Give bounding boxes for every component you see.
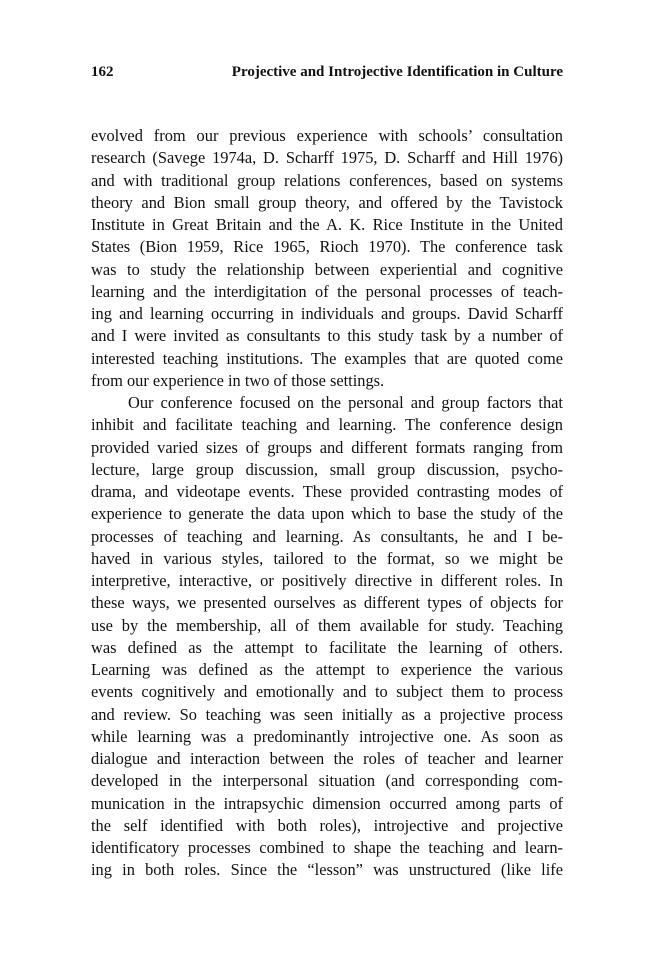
text-line: drama, and videotape events. These provided contrasting modes of bbox=[91, 482, 563, 501]
text-line: States (Bion 1959, Rice 1965, Rioch 1970). The conference task bbox=[91, 237, 563, 257]
text-line: and with traditional group relations conferences, based on systems bbox=[91, 170, 563, 190]
text-line: dialogue and interaction between the roles of teacher and learner bbox=[91, 749, 563, 768]
text-line: and review. So teaching was seen initially as a projective process bbox=[91, 704, 563, 724]
text-line: was to study the relationship between experiential and cognitive bbox=[91, 259, 563, 279]
paragraph-first-line: Our conference focused on the personal and group factors that bbox=[128, 393, 563, 412]
text-line: while learning was a predominantly introjective one. As soon as bbox=[91, 726, 563, 746]
text-line: inhibit and facilitate teaching and learning. The conference design bbox=[91, 415, 563, 435]
text-line: lecture, large group discussion, small group discussion, psycho- bbox=[91, 459, 563, 479]
text-line: experience to generate the data upon which to base the study of the bbox=[91, 504, 563, 524]
text-line: evolved from our previous experience with schools’ consultation bbox=[91, 126, 563, 145]
text-line: munication in the intrapsychic dimension occurred among parts of bbox=[91, 793, 563, 813]
text-line: events cognitively and emotionally and to subject them to process bbox=[91, 682, 563, 702]
text-line: Institute in Great Britain and the A. K. Rice Institute in the United bbox=[91, 215, 563, 234]
text-line: learning and the interdigitation of the personal processes of teach- bbox=[91, 281, 563, 301]
text-line: identificatory processes combined to shape the teaching and learn- bbox=[91, 838, 563, 857]
page-number: 162 bbox=[91, 64, 114, 80]
running-header bbox=[91, 64, 563, 86]
text-line: processes of teaching and learning. As consultants, he and I be- bbox=[91, 526, 563, 546]
text-line: interpretive, interactive, or positively directive in different roles. In bbox=[91, 571, 563, 590]
text-line: and I were invited as consultants to this study task by a number of bbox=[91, 326, 563, 346]
text-line: theory and Bion small group theory, and offered by the Tavistock bbox=[91, 192, 563, 212]
text-line: developed in the interpersonal situation (and corresponding com- bbox=[91, 771, 563, 791]
text-line: was defined as the attempt to facilitate the learning of others. bbox=[91, 637, 563, 657]
text-line: haved in various styles, tailored to the format, so we might be bbox=[91, 548, 563, 568]
text-line: provided varied sizes of groups and different formats ranging from bbox=[91, 437, 563, 457]
text-line: ing in both roles. Since the “lesson” was unstructured (like life bbox=[91, 860, 563, 880]
text-line: ing and learning occurring in individuals and groups. David Scharff bbox=[91, 304, 563, 323]
text-line: from our experience in two of those settings. bbox=[91, 370, 385, 390]
body-text bbox=[91, 125, 563, 882]
running-title: Projective and Introjective Identification in Culture bbox=[231, 64, 563, 80]
text-line: interested teaching institutions. The examples that are quoted come bbox=[91, 348, 563, 368]
text-line: these ways, we presented ourselves as different types of objects for bbox=[91, 593, 563, 613]
text-line: use by the membership, all of them available for study. Teaching bbox=[91, 615, 563, 635]
text-line: the self identified with both roles), introjective and projective bbox=[91, 815, 563, 835]
text-line: research (Savege 1974a, D. Scharff 1975, D. Scharff and Hill 1976) bbox=[91, 148, 563, 168]
text-line: Learning was defined as the attempt to experience the various bbox=[91, 660, 563, 679]
